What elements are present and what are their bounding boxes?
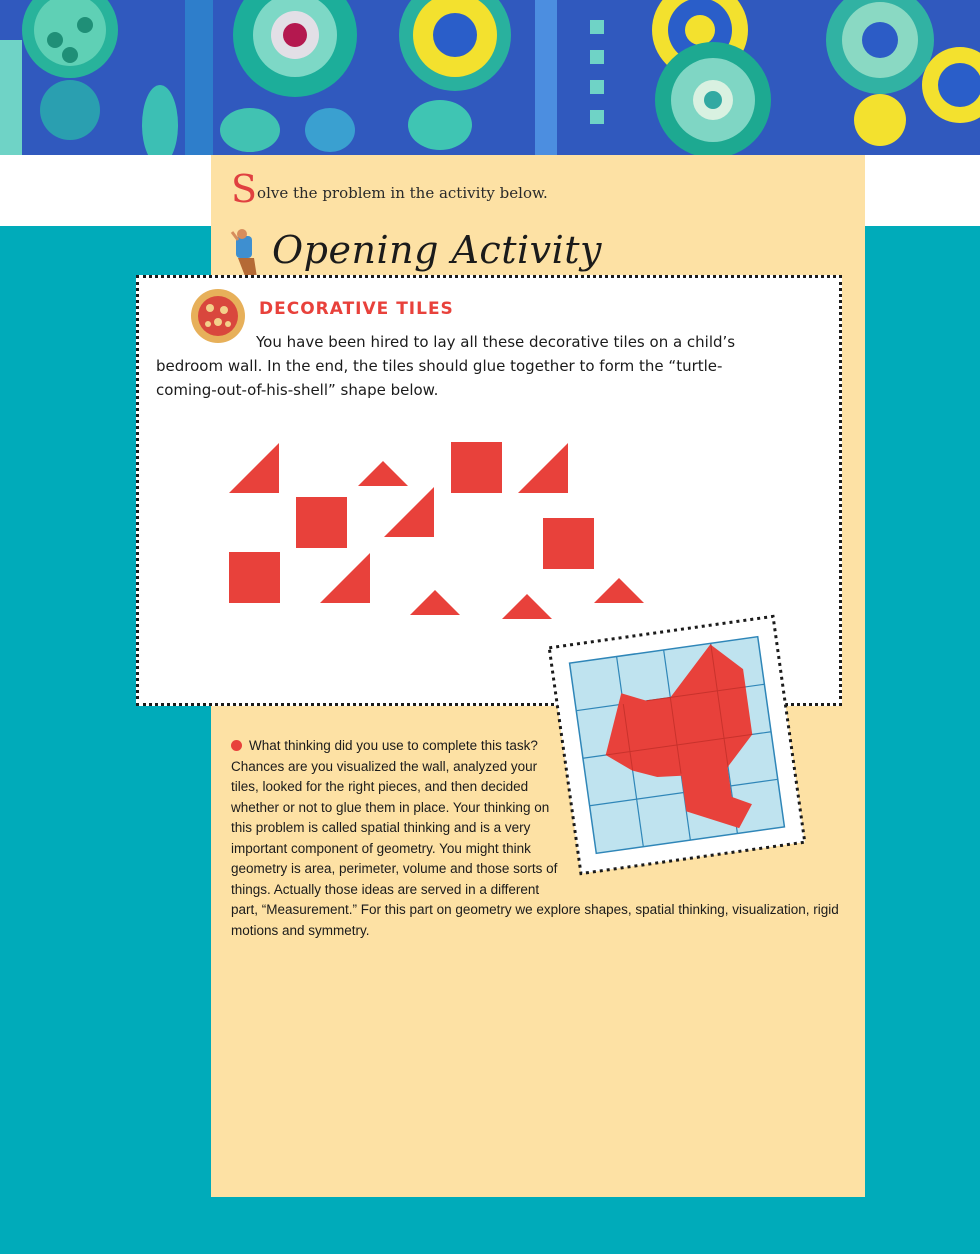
tile-square: [229, 552, 280, 603]
activity-text: You have been hired to lay all these decorative tiles on a child’s bedroom wall. In the end, the tiles should glue together to form the “turtle-coming-out-of-his-shell” shape below.: [156, 333, 736, 399]
tile-triangle: [518, 443, 568, 493]
tile-triangle: [229, 443, 279, 493]
section-heading: Opening Activity: [272, 228, 602, 272]
activity-title: DECORATIVE TILES: [259, 299, 454, 319]
image-float-spacer: [562, 736, 842, 891]
tile-small-triangle: [502, 594, 552, 619]
tile-square: [543, 518, 594, 569]
intro-text: olve the problem in the activity below.: [257, 184, 548, 202]
tile-triangle: [320, 553, 370, 603]
body-paragraph: [231, 736, 842, 941]
tile-triangle: [384, 487, 434, 537]
tile-square: [451, 442, 502, 493]
tile-small-triangle: [594, 578, 644, 603]
tile-square: [296, 497, 347, 548]
drop-cap: S: [231, 167, 258, 211]
tile-small-triangle: [410, 590, 460, 615]
body-text: What thinking did you use to complete this task? Chances are you visualized the wall, analyzed your tiles, looked for the right pieces, and then decided whether or not to glue them in place. Your thinking on this problem is called spatial thinking and is a very important component of geometry. You might think geometry is area, perimeter, volume and those sorts of things. Actually those ideas are served in a different part, “Measurement.” For this part on geometry we explore shapes, spatial thinking, visualization, rigid motions and symmetry.: [231, 738, 839, 938]
bullet-icon: [231, 740, 242, 751]
tile-small-triangle: [358, 461, 408, 486]
